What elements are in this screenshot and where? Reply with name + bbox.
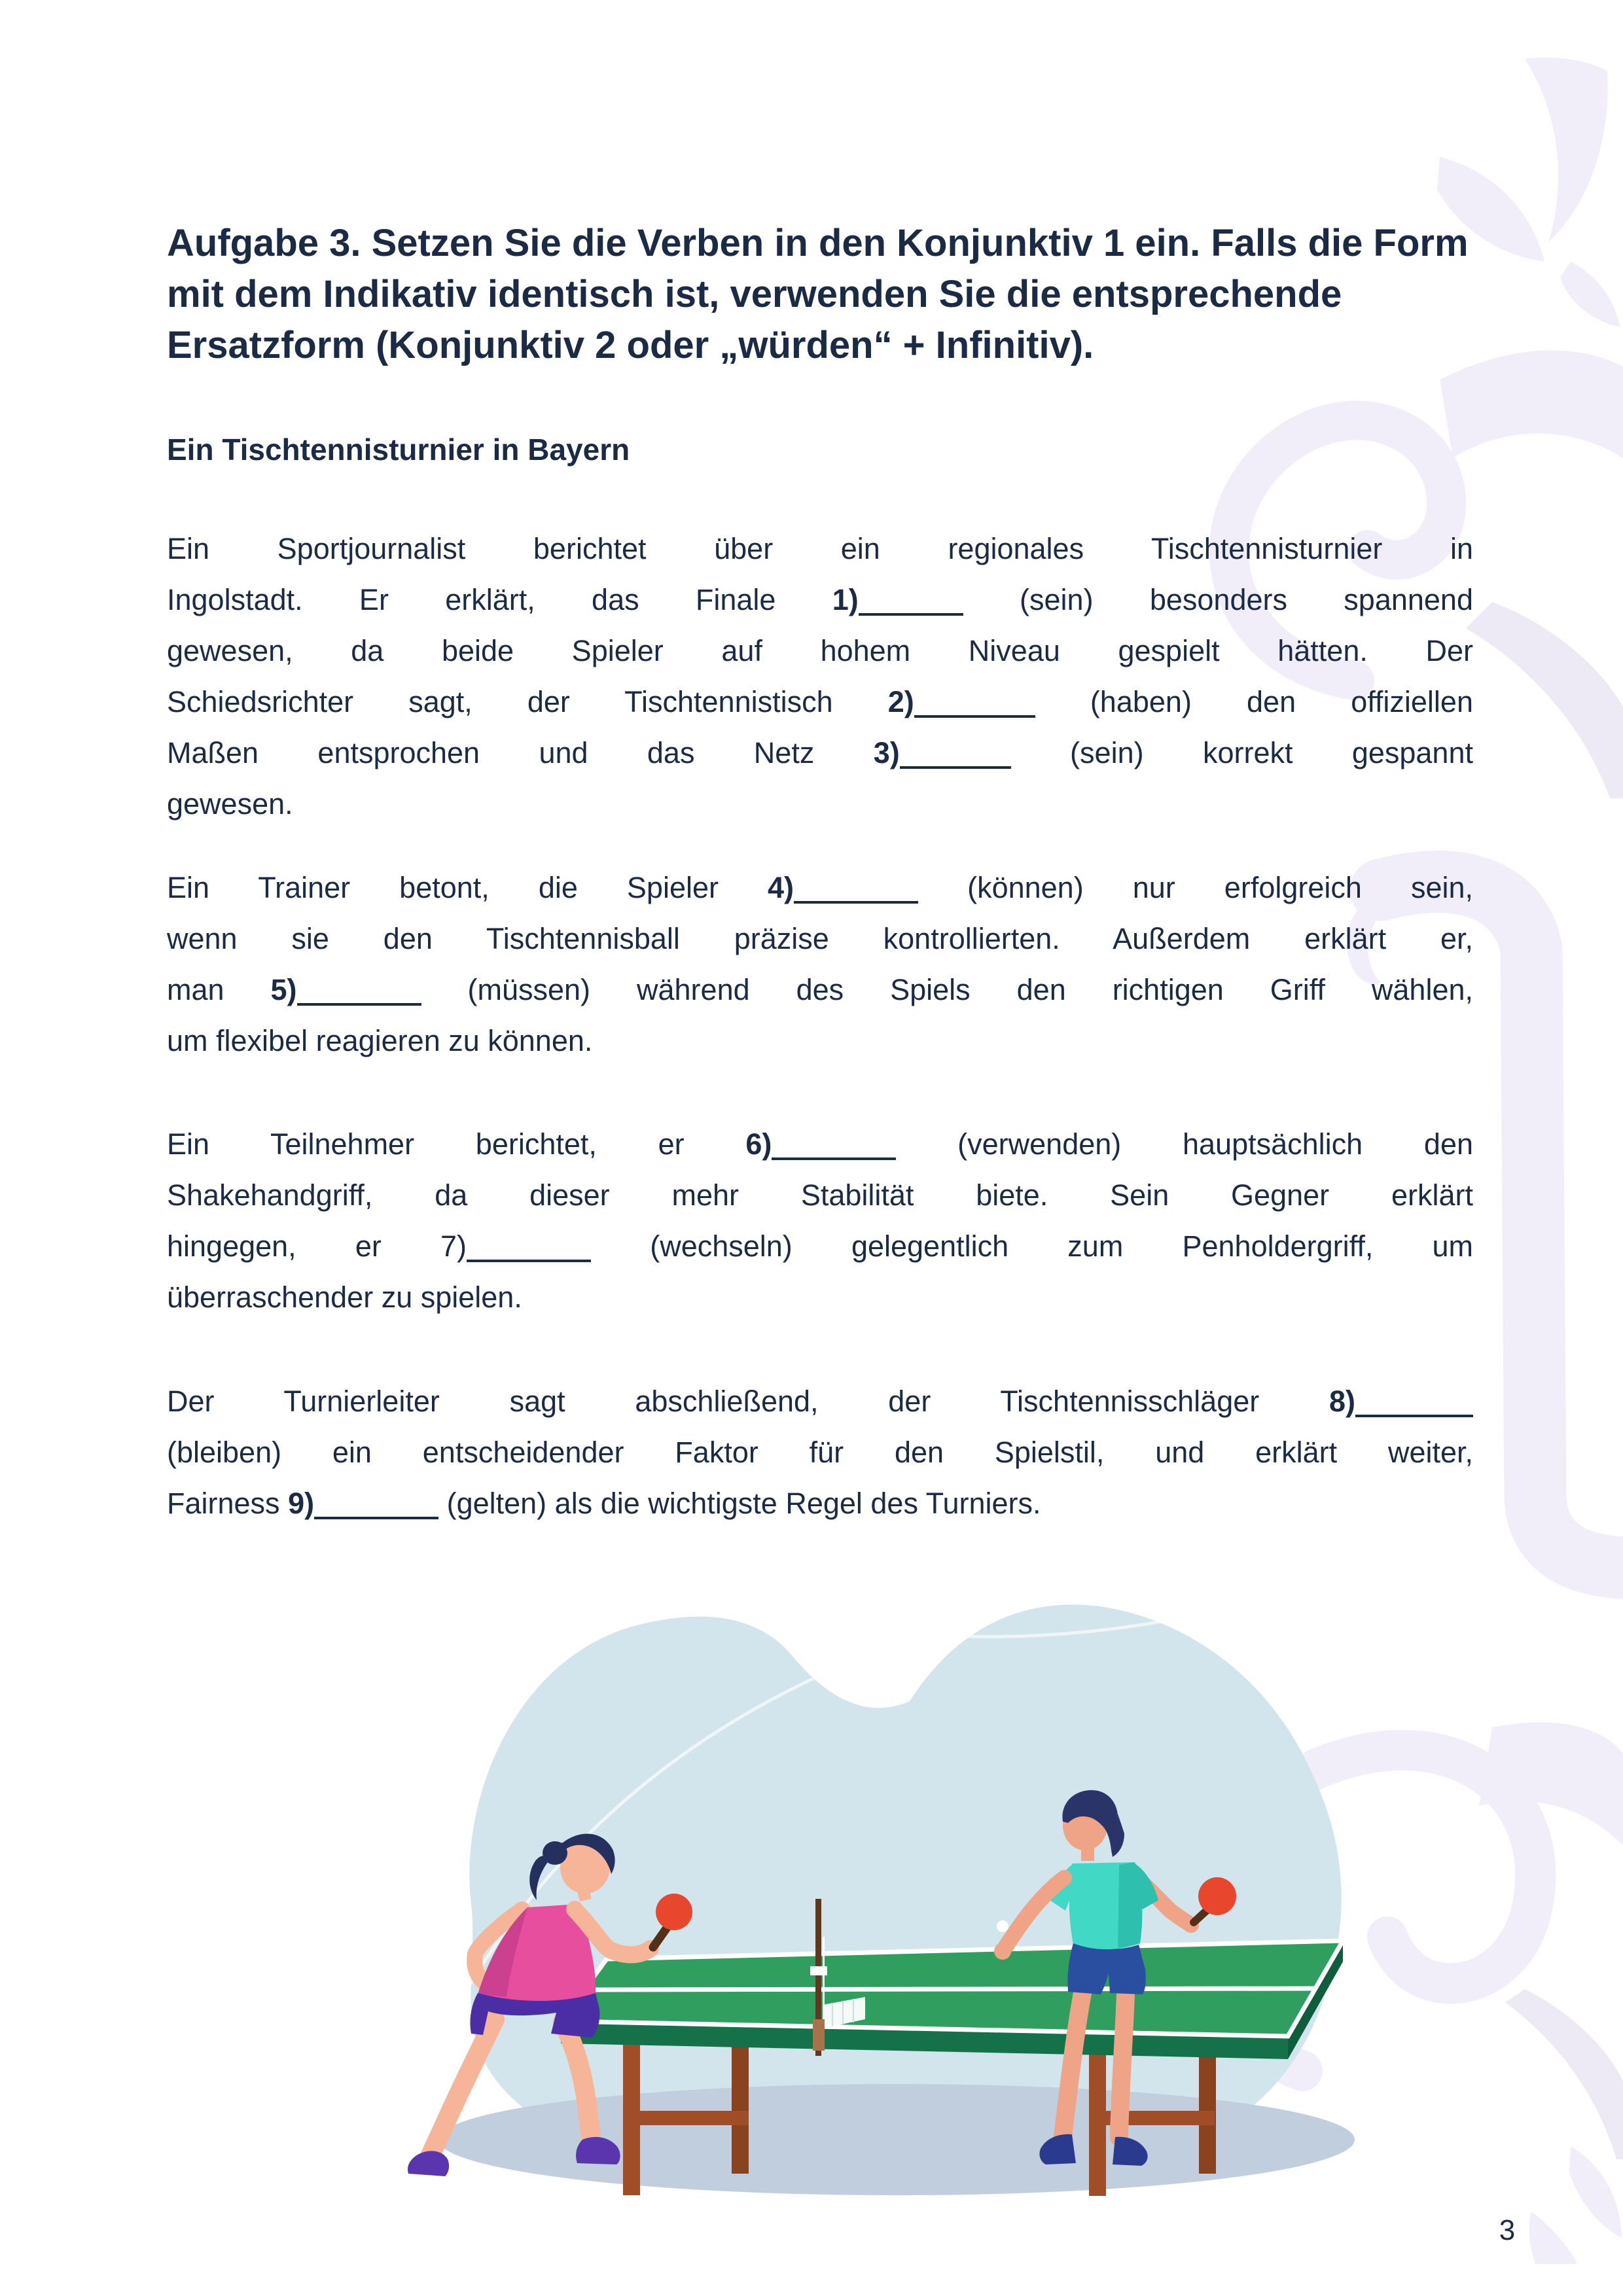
woman-back-shoe: [408, 2151, 449, 2176]
paragraph-turnierleiter: Der Turnierleiter sagt abschließend, der Tischtennisschläger 8) (bleiben) ein entscheidender Faktor für den Spielstil, und erklärt weiter, Fairness 9) (gelten) als die wichtigste Regel des Turniers.: [167, 1385, 1473, 1520]
man-hand: [994, 1943, 1011, 1960]
table-center-line: [584, 1988, 1315, 1990]
exercise-title: Aufgabe 3. Setzen Sie die Verben in den Konjunktiv 1 ein. Falls die Form mit dem Indikativ identisch ist, verwenden Sie die entsprechende Ersatzform (Konjunktiv 2 oder „würden“ + Infinitiv).: [167, 222, 1469, 366]
paragraph-journalist: Ein Sportjournalist berichtet über ein regionales Tischtennisturnier in Ingolstadt. Er erklärt, das Finale 1) (sein) besonders spannend gewesen, da beide Spieler auf hohem Niveau gespielt hätten. Der Schiedsrichter sagt, der Tischtennistisch 2) (haben) den offiziellen Maßen entsprochen und das Netz 3) (sein) korrekt gespannt gewesen.: [167, 532, 1473, 821]
man-paddle: [1198, 1877, 1236, 1915]
woman-paddle: [656, 1894, 692, 1930]
section-subheading: Ein Tischtennisturnier in Bayern: [167, 433, 630, 467]
man-back-leg: [1119, 1994, 1126, 2137]
ground-shadow: [438, 2084, 1355, 2195]
ball: [997, 1920, 1008, 1932]
watermark-corner-curls-icon: [1529, 2146, 1622, 2264]
net-sleeve: [813, 2019, 825, 2051]
net-clamp: [810, 1966, 827, 1975]
paragraph-trainer: Ein Trainer betont, die Spieler 4) (können) nur erfolgreich sein, wenn sie den Tischtennisball präzise kontrollierten. Außerdem erklärt er, man 5) (müssen) während des Spiels den richtigen Griff wählen, um flexibel reagieren zu können.: [167, 871, 1473, 1057]
paragraph-teilnehmer: Ein Teilnehmer berichtet, er 6) (verwenden) hauptsächlich den Shakehandgriff, da dieser mehr Stabilität biete. Sein Gegner erklärt hingegen, er 7) (wechseln) gelegentlich zum Penholdergriff, um überraschender zu spielen.: [167, 1127, 1474, 1314]
table-tennis-illustration: [366, 1551, 1387, 2270]
page-number: 3: [1499, 2214, 1516, 2246]
